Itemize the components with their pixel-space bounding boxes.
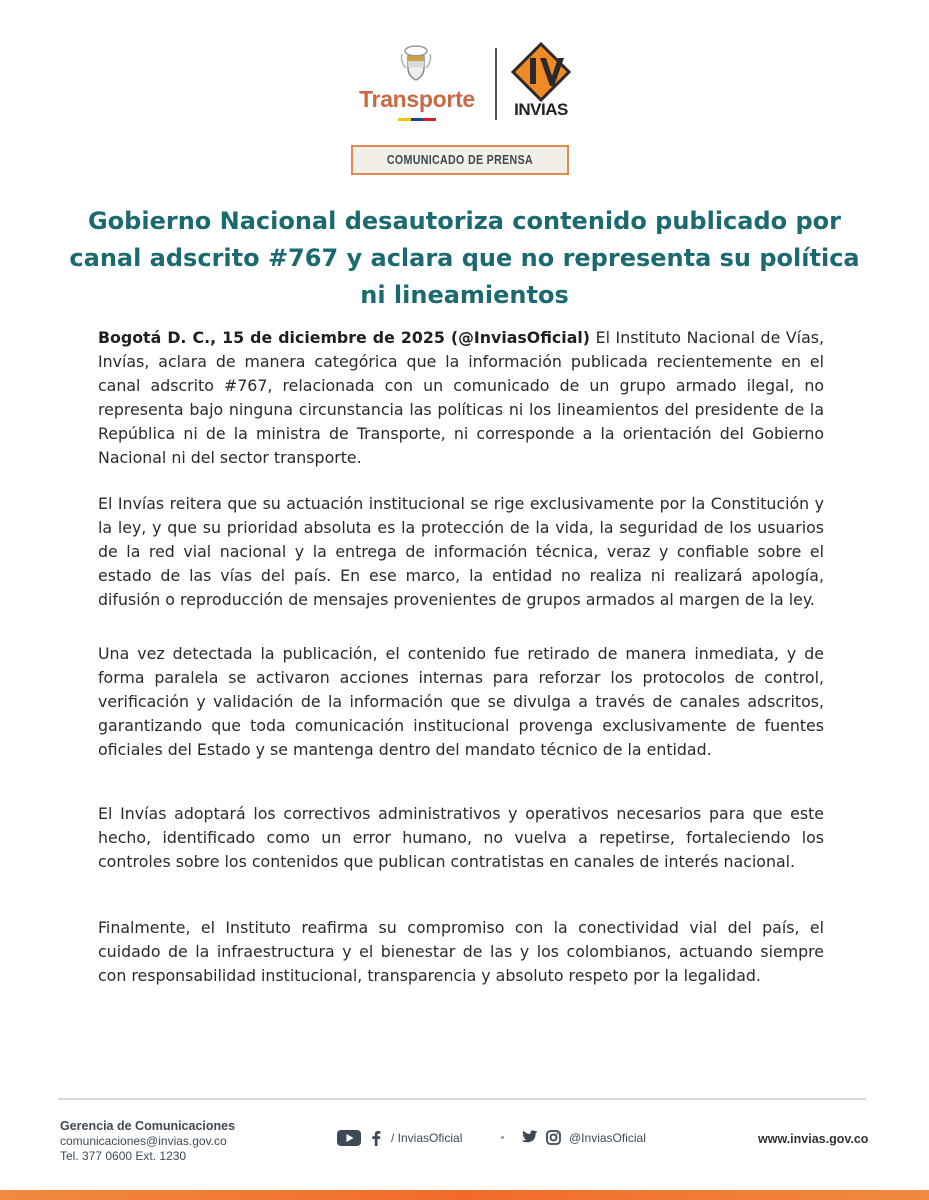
social-youtube-facebook bbox=[337, 1130, 462, 1146]
logo-divider bbox=[495, 48, 497, 120]
bottom-orange-bar bbox=[0, 1190, 929, 1200]
page-title: Gobierno Nacional desautoriza contenido publicado por canal adscrito #767 y aclara que no representa su política ni lineamientos bbox=[69, 207, 860, 309]
separator-dot bbox=[501, 1136, 504, 1139]
dateline: Bogotá D. C., 15 de diciembre de 2025 (@InviasOficial) bbox=[98, 328, 591, 347]
footer-contact bbox=[60, 1118, 235, 1164]
footer-divider bbox=[58, 1098, 866, 1100]
paragraph-1-text: El Instituto Nacional de Vías, Invías, aclara de manera categórica que la información publicada recientemente en el canal adscrito #767, relacionada con un comunicado de un grupo armado ilegal, no representa bajo ninguna circunstancia las políticas ni los lineamientos del presidente de la República ni de la ministra de Transporte, ni corresponde a la orientación del Gobierno Nacional ni del sector transporte. bbox=[98, 328, 825, 467]
coat-of-arms-icon bbox=[398, 42, 434, 82]
invias-logo bbox=[508, 42, 574, 124]
paragraph-2: El Invías reitera que su actuación institucional se rige exclusivamente por la Constitución y la ley, y que su prioridad absoluta es la protección de la vida, la seguridad de los usuarios de la red vial nacional y la entrega de información técnica, veraz y confiable sobre el estado de las vías del país. En ese marco, la entidad no realiza ni realizará apología, difusión o reproducción de mensajes provenientes de grupos armados al margen de la ley. bbox=[98, 494, 824, 609]
paragraph-1 bbox=[98, 326, 824, 470]
twitter-icon[interactable] bbox=[520, 1130, 538, 1145]
paragraph-5: Finalmente, el Instituto reafirma su compromiso con la conectividad vial del país, el cuidado de la infraestructura y el bienestar de las y los colombianos, actuando siempre con responsabilidad institucional, transparencia y absoluto respeto por la legalidad. bbox=[98, 918, 824, 985]
paragraph-4: El Invías adoptará los correctivos administrativos y operativos necesarios para que este hecho, identificado como un error humano, no vuelva a repetirse, fortaleciendo los controles sobre los contenidos que publican contratistas en canales de interés nacional. bbox=[98, 804, 824, 871]
footer-website[interactable]: www.invias.gov.co bbox=[758, 1132, 869, 1146]
facebook-icon[interactable] bbox=[369, 1130, 383, 1146]
colombia-flag-bar bbox=[398, 118, 436, 121]
instagram-icon[interactable] bbox=[546, 1130, 561, 1145]
paragraph-3: Una vez detectada la publicación, el contenido fue retirado de manera inmediata, y de forma paralela se activaron acciones internas para reforzar los protocolos de control, verificación y validación de la información que se divulga a través de canales adscritos, garantizando que toda comunicación institucional provenga exclusivamente de fuentes oficiales del Estado y se mantenga dentro del mandato técnico de la entidad. bbox=[98, 644, 824, 759]
press-release-badge bbox=[351, 145, 569, 175]
transporte-logo bbox=[352, 42, 482, 124]
transporte-wordmark: Transporte bbox=[359, 86, 475, 112]
invias-diamond-icon bbox=[508, 42, 574, 102]
footer-department: Gerencia de Comunicaciones bbox=[60, 1119, 236, 1133]
footer-email[interactable]: comunicaciones@invias.gov.co bbox=[60, 1134, 227, 1148]
header bbox=[0, 0, 929, 190]
footer-phone: Tel. 377 0600 Ext. 1230 bbox=[60, 1149, 187, 1163]
youtube-icon[interactable] bbox=[337, 1130, 361, 1146]
handle-text-2: @InviasOficial bbox=[569, 1130, 646, 1145]
press-release-label: COMUNICADO DE PRENSA bbox=[386, 153, 534, 167]
invias-wordmark: INVIAS bbox=[514, 100, 568, 119]
handle-text-1: / InviasOficial bbox=[391, 1131, 463, 1145]
social-twitter-instagram bbox=[520, 1130, 646, 1145]
